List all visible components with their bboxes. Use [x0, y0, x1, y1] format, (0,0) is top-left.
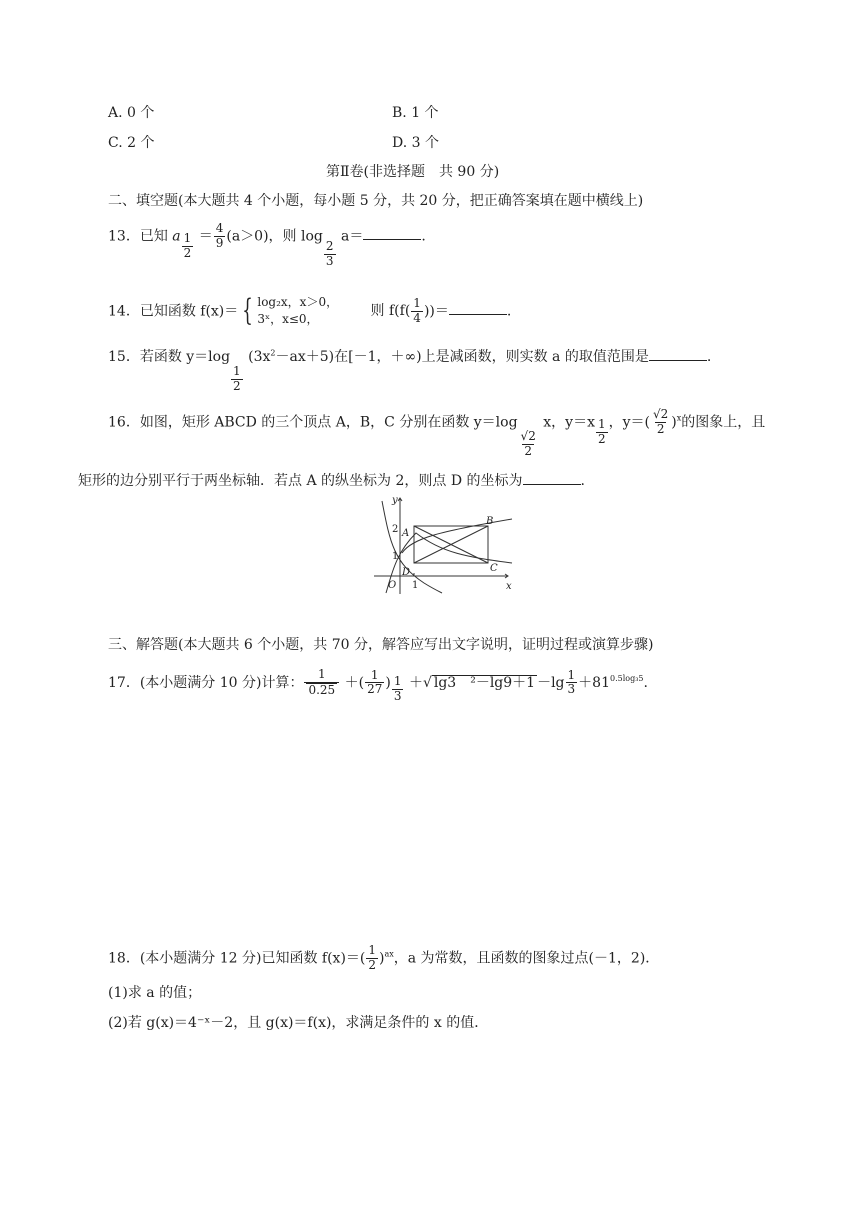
question-14: 14．已知函数 f(x)＝ { log₂x，x＞0， 3ˣ，x≤0， 则 f(f( $\frac{1}{4}$ ))＝ . [108, 293, 512, 329]
q18-base: $\frac{1}{2}$ [368, 943, 377, 972]
choice-b: B. 1 个 [392, 105, 439, 121]
q17-term1: $\frac{1}{0.25}$ [304, 668, 339, 698]
q15-prefix: 15．若函数 y＝log [108, 349, 231, 365]
q14-number: 14．已知函数 f(x)＝ [108, 303, 239, 320]
q13-exponent: $\frac{1}{2}$ [183, 231, 192, 261]
question-18-part2: (2)若 g(x)＝4⁻ˣ－2，且 g(x)＝f(x)，求满足条件的 x 的值． [108, 1015, 489, 1031]
figure-label-x: x [506, 581, 512, 592]
q14-answer-blank[interactable] [449, 302, 507, 315]
figure-label-c: C [490, 563, 498, 574]
question-16-line1: 16．如图，矩形 ABCD 的三个顶点 A，B，C 分别在函数 y＝log $\frac{√2}{2}$ x，y＝x $\frac{1}{2}$ ，y＝( $\frac{√2}{2}$ )$^x$的图象上，且 [108, 407, 766, 459]
q15-log-base: $\frac{1}{2}$ [233, 364, 241, 393]
figure-tick-x1: 1 [412, 580, 419, 591]
q15-rest: －ax＋5)在[－1，＋∞)上是减函数，则实数 a 的取值范围是 [275, 349, 649, 365]
question-15: 15．若函数 y＝log $\frac{1}{2}$ $(3x^2-ax+5)$在[－1，＋∞)上是减函数，则实数 a 的取值范围是 . [108, 348, 712, 393]
q13-rest: (a＞0)，则 log [226, 228, 323, 245]
q14-then: 则 f(f( [370, 303, 411, 320]
figure-label-a: A [402, 528, 410, 539]
q14-cases: log₂x，x＞0， 3ˣ，x≤0， [257, 295, 339, 327]
choice-a: A. 0 个 [108, 105, 155, 121]
section-title: 第Ⅱ卷(非选择题 共 90 分) [326, 164, 500, 180]
figure-label-y: y [392, 495, 398, 506]
choice-c: C. 2 个 [108, 135, 155, 151]
q13-tail: a＝ [340, 228, 364, 245]
figure-label-d: D [402, 567, 411, 578]
figure-tick-2: 2 [392, 524, 399, 535]
q17-term2-exp: $\frac{1}{3}$ [393, 673, 402, 703]
q17-lg-frac: $\frac{1}{3}$ [567, 667, 576, 697]
q17-root: lg3 ²－lg9＋1 [433, 674, 536, 691]
q15-answer-blank[interactable] [649, 348, 707, 361]
q13-fraction: $\frac{4}{9}$ [215, 221, 224, 250]
q18-prefix: 18．(本小题满分 12 分)已知函数 f(x)＝( [108, 950, 366, 967]
q13-log-base: $\frac{2}{3}$ [325, 239, 334, 269]
q18-rest: ，a 为常数，且函数的图象过点(－1，2)． [393, 950, 660, 967]
figure-tick-1: 1 [392, 551, 399, 562]
question-18-part1: (1)求 a 的值； [108, 985, 202, 1001]
question-16-line2: 矩形的边分别平行于两坐标轴．若点 A 的纵坐标为 2，则点 D 的坐标为 . [78, 473, 585, 489]
q16-figure [372, 493, 516, 596]
q16-power: $\frac{1}{2}$ [597, 417, 606, 447]
question-18: 18．(本小题满分 12 分)已知函数 f(x)＝( $\frac{1}{2}$ )$^{ax}$，a 为常数，且函数的图象过点(－1，2)． [108, 943, 660, 972]
q14-fraction: $\frac{1}{4}$ [413, 296, 421, 325]
q13-answer-blank[interactable] [363, 227, 421, 240]
choice-d: D. 3 个 [392, 135, 439, 151]
q16-log-base: $\frac{√2}{2}$ [520, 429, 536, 459]
q17-prefix: 17．(本小题满分 10 分)计算： [108, 674, 304, 691]
q16-base: $\frac{√2}{2}$ [653, 407, 669, 436]
figure-label-o: O [388, 580, 397, 591]
question-17: 17．(本小题满分 10 分)计算： $\frac{1}{0.25}$ ＋( $\frac{1}{27}$ ) $\frac{1}{3}$ ＋√ lg3 ²－lg9＋1 －lg $\frac{1}{3}$ $+81^{0.5log_35}$. [108, 667, 648, 703]
answer-heading: 三、解答题(本大题共 6 个小题，共 70 分，解答应写出文字说明，证明过程或演算步骤) [108, 637, 654, 653]
figure-label-b: B [486, 516, 494, 527]
fill-heading: 二、填空题(本大题共 4 个小题，每小题 5 分，共 20 分，把正确答案填在题中横线上) [108, 193, 644, 209]
q17-term2-base: $\frac{1}{27}$ [367, 667, 383, 697]
q13-number: 13．已知 [108, 228, 168, 245]
question-13: 13．已知 a $\frac{1}{2}$ ＝ $\frac{4}{9}$ (a＞0)，则 log $\frac{2}{3}$ a＝ . [108, 221, 426, 269]
q16-answer-blank[interactable] [523, 472, 581, 485]
